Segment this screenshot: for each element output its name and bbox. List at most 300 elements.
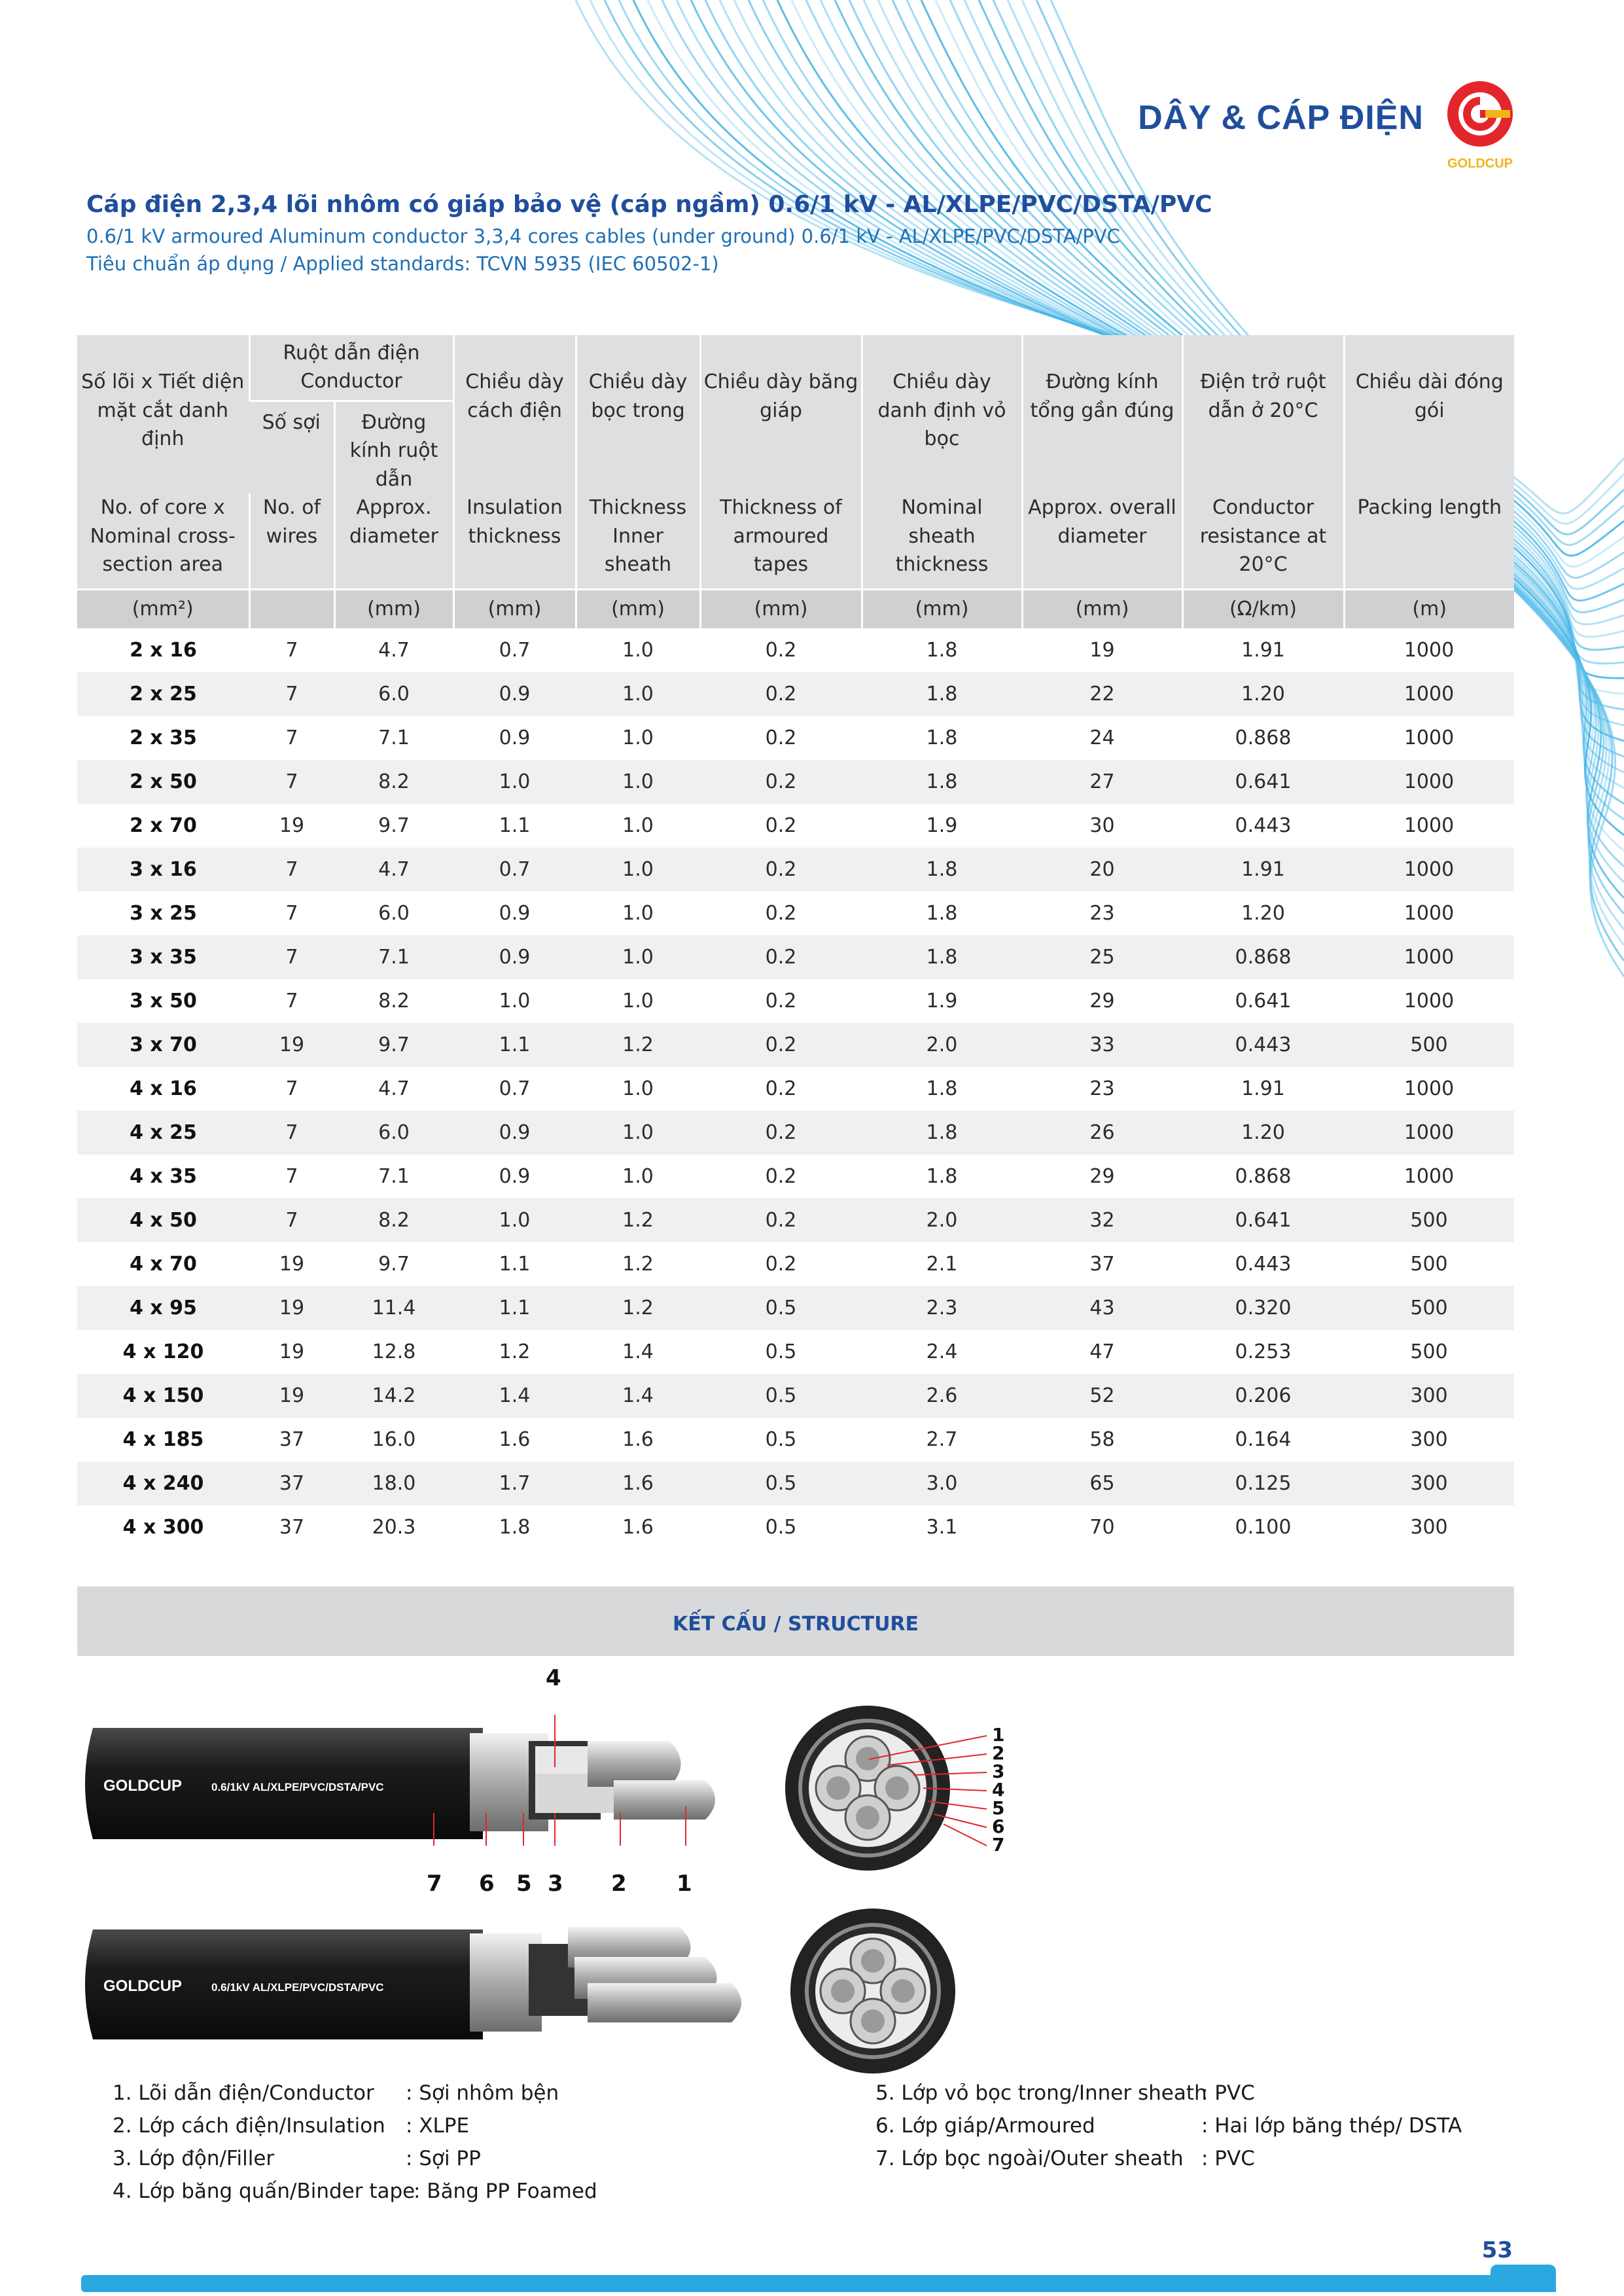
applied-standard: Tiêu chuẩn áp dụng / Applied standards: TCVN 5935 (IEC 60502-1)	[86, 253, 719, 275]
unit-cell: (mm)	[453, 589, 576, 628]
table-cell: 2.1	[862, 1242, 1022, 1286]
col-size-vi: Số lõi x Tiết diện mặt cắt danh định	[77, 335, 249, 493]
cable-side-view-labeled	[77, 1715, 738, 1846]
col-sheath-vi: Chiều dày danh định vỏ bọc	[862, 335, 1022, 493]
table-cell: 19	[249, 1330, 334, 1374]
col-armour-vi: Chiều dày băng giáp	[700, 335, 862, 493]
legend-1-label: 1. Lõi dẫn điện/Conductor	[113, 2081, 374, 2105]
legend-6-value: : Hai lớp băng thép/ DSTA	[1201, 2114, 1462, 2138]
table-cell: 1.0	[576, 1155, 700, 1198]
table-cell: 29	[1022, 979, 1182, 1023]
cell-size: 3 x 50	[77, 979, 249, 1023]
callout-5: 5	[516, 1871, 532, 1897]
cell-size: 3 x 25	[77, 891, 249, 935]
table-cell: 9.7	[334, 804, 453, 848]
table-cell: 0.5	[700, 1505, 862, 1549]
table-cell: 1.8	[862, 628, 1022, 672]
table-cell: 0.5	[700, 1462, 862, 1505]
xs-callout-4: 4	[992, 1779, 1005, 1801]
table-cell: 0.2	[700, 804, 862, 848]
table-cell: 7	[249, 891, 334, 935]
table-row	[77, 848, 1514, 891]
cross-section-labeled	[783, 1703, 1018, 1873]
cell-size: 4 x 150	[77, 1374, 249, 1418]
table-cell: 0.7	[453, 848, 576, 891]
table-cell: 4.7	[334, 848, 453, 891]
product-subtitle: 0.6/1 kV armoured Aluminum conductor 3,3,4 cores cables (under ground) 0.6/1 kV - AL/XLPE/PVC/DSTA/PVC	[86, 225, 1120, 247]
table-cell: 1.0	[576, 760, 700, 804]
table-cell: 1.8	[862, 1067, 1022, 1111]
table-cell: 1.0	[576, 716, 700, 760]
table-cell: 29	[1022, 1155, 1182, 1198]
table-cell: 22	[1022, 672, 1182, 716]
table-cell: 1.2	[576, 1286, 700, 1330]
table-cell: 32	[1022, 1198, 1182, 1242]
table-cell: 19	[1022, 628, 1182, 672]
table-cell: 0.2	[700, 1067, 862, 1111]
table-cell: 0.2	[700, 979, 862, 1023]
table-cell: 9.7	[334, 1023, 453, 1067]
table-cell: 0.5	[700, 1286, 862, 1330]
table-cell: 0.5	[700, 1330, 862, 1374]
table-cell: 0.2	[700, 1111, 862, 1155]
table-cell: 20	[1022, 848, 1182, 891]
table-cell: 37	[1022, 1242, 1182, 1286]
cable-brand-print: GOLDCUP	[103, 1777, 182, 1795]
table-cell: 19	[249, 804, 334, 848]
callout-4: 4	[546, 1665, 561, 1691]
table-row	[77, 804, 1514, 848]
unit-cell: (mm)	[700, 589, 862, 628]
table-row	[77, 628, 1514, 672]
table-cell: 1000	[1344, 672, 1514, 716]
cell-size: 4 x 185	[77, 1418, 249, 1462]
table-cell: 14.2	[334, 1374, 453, 1418]
table-cell: 0.2	[700, 672, 862, 716]
col-inner-vi: Chiều dày bọc trong	[576, 335, 700, 493]
table-cell: 0.641	[1182, 760, 1344, 804]
table-cell: 0.9	[453, 716, 576, 760]
legend-7-value: : PVC	[1201, 2147, 1255, 2170]
table-cell: 1.2	[453, 1330, 576, 1374]
footer-accent-bar	[81, 2275, 1556, 2292]
header-row-1	[77, 335, 1514, 401]
cell-size: 4 x 95	[77, 1286, 249, 1330]
table-row	[77, 1462, 1514, 1505]
table-cell: 70	[1022, 1505, 1182, 1549]
table-cell: 19	[249, 1286, 334, 1330]
table-cell: 16.0	[334, 1418, 453, 1462]
table-cell: 27	[1022, 760, 1182, 804]
table-cell: 1.9	[862, 804, 1022, 848]
legend-7-label: 7. Lớp bọc ngoài/Outer sheath	[875, 2147, 1184, 2170]
table-cell: 1.8	[862, 1155, 1022, 1198]
table-cell: 65	[1022, 1462, 1182, 1505]
table-cell: 11.4	[334, 1286, 453, 1330]
col-sheath-en: Nominal sheath thickness	[862, 493, 1022, 589]
table-cell: 300	[1344, 1374, 1514, 1418]
table-cell: 6.0	[334, 891, 453, 935]
table-cell: 9.7	[334, 1242, 453, 1286]
table-cell: 6.0	[334, 1111, 453, 1155]
table-cell: 0.9	[453, 1155, 576, 1198]
table-cell: 0.7	[453, 628, 576, 672]
cell-size: 4 x 70	[77, 1242, 249, 1286]
unit-cell	[249, 589, 334, 628]
table-cell: 1000	[1344, 1111, 1514, 1155]
table-cell: 0.2	[700, 891, 862, 935]
table-cell: 0.2	[700, 1155, 862, 1198]
table-cell: 20.3	[334, 1505, 453, 1549]
cell-size: 4 x 16	[77, 1067, 249, 1111]
cross-section	[788, 1906, 958, 2076]
table-cell: 0.100	[1182, 1505, 1344, 1549]
table-cell: 2.4	[862, 1330, 1022, 1374]
table-cell: 0.641	[1182, 1198, 1344, 1242]
table-cell: 1.9	[862, 979, 1022, 1023]
logo-text: GOLDCUP	[1447, 156, 1513, 171]
table-cell: 37	[249, 1418, 334, 1462]
table-cell: 1.1	[453, 804, 576, 848]
table-cell: 8.2	[334, 1198, 453, 1242]
table-cell: 1.0	[576, 1111, 700, 1155]
table-cell: 1.0	[576, 628, 700, 672]
table-cell: 1000	[1344, 804, 1514, 848]
table-cell: 1000	[1344, 628, 1514, 672]
table-row	[77, 1418, 1514, 1462]
table-cell: 43	[1022, 1286, 1182, 1330]
legend-6-label: 6. Lớp giáp/Armoured	[875, 2114, 1095, 2138]
xs-callout-5: 5	[992, 1797, 1005, 1819]
table-cell: 500	[1344, 1023, 1514, 1067]
table-cell: 24	[1022, 716, 1182, 760]
table-cell: 7	[249, 672, 334, 716]
table-cell: 7	[249, 1155, 334, 1198]
table-cell: 1.1	[453, 1023, 576, 1067]
xs-callout-1: 1	[992, 1724, 1005, 1746]
table-cell: 1.8	[862, 672, 1022, 716]
table-cell: 1.8	[862, 716, 1022, 760]
legend-3-value: : Sợi PP	[406, 2147, 481, 2170]
col-ins-en: Insulation thickness	[453, 493, 576, 589]
unit-cell: (mm)	[862, 589, 1022, 628]
col-wires-en: No. of wires	[249, 493, 334, 589]
table-cell: 0.2	[700, 1198, 862, 1242]
table-cell: 7	[249, 935, 334, 979]
cell-size: 2 x 25	[77, 672, 249, 716]
table-cell: 0.2	[700, 1023, 862, 1067]
table-cell: 8.2	[334, 760, 453, 804]
table-cell: 25	[1022, 935, 1182, 979]
table-cell: 2.0	[862, 1023, 1022, 1067]
table-cell: 30	[1022, 804, 1182, 848]
table-cell: 0.868	[1182, 1155, 1344, 1198]
table-cell: 7.1	[334, 716, 453, 760]
table-cell: 0.868	[1182, 716, 1344, 760]
table-cell: 1000	[1344, 1067, 1514, 1111]
cell-size: 2 x 50	[77, 760, 249, 804]
unit-cell: (mm²)	[77, 589, 249, 628]
legend-2-label: 2. Lớp cách điện/Insulation	[113, 2114, 385, 2138]
xs-callout-6: 6	[992, 1816, 1005, 1837]
cell-size: 4 x 240	[77, 1462, 249, 1505]
col-res-vi: Điện trở ruột dẫn ở 20°C	[1182, 335, 1344, 493]
cell-size: 4 x 25	[77, 1111, 249, 1155]
table-cell: 12.8	[334, 1330, 453, 1374]
table-cell: 0.320	[1182, 1286, 1344, 1330]
table-cell: 7	[249, 979, 334, 1023]
page-number: 53	[1481, 2237, 1513, 2263]
cell-size: 4 x 300	[77, 1505, 249, 1549]
table-cell: 1000	[1344, 935, 1514, 979]
table-cell: 0.2	[700, 935, 862, 979]
col-diam-en: Approx. diameter	[334, 493, 453, 589]
cell-size: 2 x 35	[77, 716, 249, 760]
table-cell: 1.0	[576, 979, 700, 1023]
table-row	[77, 1198, 1514, 1242]
callout-2: 2	[611, 1871, 627, 1897]
table-cell: 0.164	[1182, 1418, 1344, 1462]
table-row	[77, 979, 1514, 1023]
table-cell: 1.4	[576, 1330, 700, 1374]
table-cell: 1.8	[862, 935, 1022, 979]
col-len-en: Packing length	[1344, 493, 1514, 589]
cable-spec-print: 0.6/1kV AL/XLPE/PVC/DSTA/PVC	[211, 1781, 384, 1793]
callout-3: 3	[548, 1871, 563, 1897]
table-cell: 500	[1344, 1198, 1514, 1242]
table-cell: 1.0	[576, 935, 700, 979]
product-title: Cáp điện 2,3,4 lõi nhôm có giáp bảo vệ (cáp ngầm) 0.6/1 kV - AL/XLPE/PVC/DSTA/PVC	[86, 191, 1212, 218]
table-cell: 1.0	[453, 979, 576, 1023]
table-cell: 0.9	[453, 935, 576, 979]
table-cell: 1000	[1344, 1155, 1514, 1198]
table-cell: 33	[1022, 1023, 1182, 1067]
table-cell: 1.6	[576, 1505, 700, 1549]
cell-size: 4 x 50	[77, 1198, 249, 1242]
table-cell: 7	[249, 716, 334, 760]
goldcup-logo	[1439, 77, 1521, 172]
table-cell: 2.3	[862, 1286, 1022, 1330]
legend-1-value: : Sợi nhôm bện	[406, 2081, 559, 2105]
table-cell: 37	[249, 1505, 334, 1549]
callout-7: 7	[427, 1871, 442, 1897]
spec-table-body	[77, 628, 1514, 1549]
table-cell: 1000	[1344, 891, 1514, 935]
cell-size: 3 x 35	[77, 935, 249, 979]
cell-size: 4 x 35	[77, 1155, 249, 1198]
table-cell: 0.9	[453, 672, 576, 716]
table-cell: 23	[1022, 1067, 1182, 1111]
col-overall-vi: Đường kính tổng gần đúng	[1022, 335, 1182, 493]
legend-5-label: 5. Lớp vỏ bọc trong/Inner sheath	[875, 2081, 1207, 2105]
table-cell: 18.0	[334, 1462, 453, 1505]
table-cell: 1.91	[1182, 628, 1344, 672]
cable-spec-print-2: 0.6/1kV AL/XLPE/PVC/DSTA/PVC	[211, 1981, 384, 1994]
table-cell: 1.0	[576, 804, 700, 848]
table-cell: 0.7	[453, 1067, 576, 1111]
table-cell: 1.6	[576, 1418, 700, 1462]
table-cell: 1.2	[576, 1198, 700, 1242]
col-ins-vi: Chiều dày cách điện	[453, 335, 576, 493]
table-cell: 500	[1344, 1286, 1514, 1330]
table-cell: 1000	[1344, 979, 1514, 1023]
table-cell: 0.9	[453, 891, 576, 935]
table-cell: 1.8	[862, 891, 1022, 935]
col-inner-en: Thickness Inner sheath	[576, 493, 700, 589]
table-row	[77, 1023, 1514, 1067]
table-cell: 500	[1344, 1330, 1514, 1374]
cell-size: 4 x 120	[77, 1330, 249, 1374]
col-size-en: No. of core x Nominal cross-section area	[77, 493, 249, 589]
table-cell: 1.0	[453, 1198, 576, 1242]
table-cell: 0.5	[700, 1418, 862, 1462]
table-cell: 52	[1022, 1374, 1182, 1418]
table-cell: 0.2	[700, 760, 862, 804]
table-cell: 0.443	[1182, 1023, 1344, 1067]
callout-6: 6	[479, 1871, 495, 1897]
header-row-en	[77, 493, 1514, 589]
unit-cell: (mm)	[1022, 589, 1182, 628]
table-cell: 1.0	[453, 760, 576, 804]
unit-cell: (Ω/km)	[1182, 589, 1344, 628]
table-cell: 7	[249, 1111, 334, 1155]
table-row	[77, 1505, 1514, 1549]
table-cell: 1.8	[453, 1505, 576, 1549]
table-row	[77, 1242, 1514, 1286]
table-cell: 300	[1344, 1418, 1514, 1462]
table-cell: 1.20	[1182, 1111, 1344, 1155]
table-cell: 7	[249, 628, 334, 672]
col-len-vi: Chiều dài đóng gói	[1344, 335, 1514, 493]
cell-size: 2 x 70	[77, 804, 249, 848]
table-row	[77, 1374, 1514, 1418]
table-cell: 0.443	[1182, 1242, 1344, 1286]
table-row	[77, 716, 1514, 760]
spec-table	[77, 335, 1514, 1549]
table-cell: 7	[249, 760, 334, 804]
table-cell: 1.0	[576, 672, 700, 716]
table-cell: 1.8	[862, 760, 1022, 804]
cable-side-view	[77, 1911, 751, 2042]
table-cell: 1.6	[576, 1462, 700, 1505]
table-cell: 1.20	[1182, 891, 1344, 935]
table-cell: 19	[249, 1242, 334, 1286]
table-row	[77, 1111, 1514, 1155]
table-cell: 7	[249, 848, 334, 891]
table-row	[77, 1155, 1514, 1198]
brand-title: DÂY & CÁP ĐIỆN	[1138, 99, 1424, 137]
unit-cell: (mm)	[576, 589, 700, 628]
col-armour-en: Thickness of armoured tapes	[700, 493, 862, 589]
table-row	[77, 891, 1514, 935]
xs-callout-7: 7	[992, 1834, 1005, 1856]
table-cell: 1.8	[862, 848, 1022, 891]
col-overall-en: Approx. overall diameter	[1022, 493, 1182, 589]
table-cell: 500	[1344, 1242, 1514, 1286]
table-cell: 1000	[1344, 716, 1514, 760]
table-cell: 0.2	[700, 628, 862, 672]
cell-size: 3 x 16	[77, 848, 249, 891]
table-cell: 0.9	[453, 1111, 576, 1155]
table-cell: 1.91	[1182, 848, 1344, 891]
table-cell: 26	[1022, 1111, 1182, 1155]
table-cell: 19	[249, 1374, 334, 1418]
cell-size: 2 x 16	[77, 628, 249, 672]
xs-callout-2: 2	[992, 1742, 1005, 1764]
table-cell: 2.7	[862, 1418, 1022, 1462]
table-row	[77, 1067, 1514, 1111]
structure-title: KẾT CẤU / STRUCTURE	[672, 1613, 919, 1636]
table-cell: 1.1	[453, 1242, 576, 1286]
table-cell: 1.4	[453, 1374, 576, 1418]
table-cell: 0.125	[1182, 1462, 1344, 1505]
table-cell: 0.443	[1182, 804, 1344, 848]
table-row	[77, 760, 1514, 804]
table-cell: 58	[1022, 1418, 1182, 1462]
table-cell: 1.0	[576, 848, 700, 891]
legend-4-value: : Băng PP Foamed	[414, 2179, 597, 2203]
table-row	[77, 1330, 1514, 1374]
table-cell: 1.1	[453, 1286, 576, 1330]
table-cell: 1.2	[576, 1242, 700, 1286]
table-cell: 37	[249, 1462, 334, 1505]
table-cell: 0.2	[700, 1242, 862, 1286]
table-row	[77, 1286, 1514, 1330]
table-cell: 0.2	[700, 716, 862, 760]
table-cell: 0.253	[1182, 1330, 1344, 1374]
legend-3-label: 3. Lớp độn/Filler	[113, 2147, 275, 2170]
table-cell: 1.4	[576, 1374, 700, 1418]
table-cell: 0.206	[1182, 1374, 1344, 1418]
table-cell: 8.2	[334, 979, 453, 1023]
table-cell: 1.2	[576, 1023, 700, 1067]
table-cell: 7	[249, 1198, 334, 1242]
table-row	[77, 935, 1514, 979]
unit-cell: (m)	[1344, 589, 1514, 628]
table-cell: 1.0	[576, 1067, 700, 1111]
table-cell: 4.7	[334, 628, 453, 672]
table-cell: 0.868	[1182, 935, 1344, 979]
col-wires-vi: Số sợi	[249, 401, 334, 493]
legend-4-label: 4. Lớp băng quấn/Binder tape	[113, 2179, 415, 2203]
table-cell: 7.1	[334, 935, 453, 979]
table-cell: 7.1	[334, 1155, 453, 1198]
table-cell: 1.91	[1182, 1067, 1344, 1111]
table-cell: 1.8	[862, 1111, 1022, 1155]
unit-cell: (mm)	[334, 589, 453, 628]
table-row	[77, 672, 1514, 716]
table-cell: 47	[1022, 1330, 1182, 1374]
col-res-en: Conductor resistance at 20°C	[1182, 493, 1344, 589]
table-cell: 1000	[1344, 848, 1514, 891]
table-cell: 1.6	[453, 1418, 576, 1462]
table-cell: 2.0	[862, 1198, 1022, 1242]
legend-5-value: : PVC	[1201, 2081, 1255, 2105]
table-cell: 1.7	[453, 1462, 576, 1505]
cable-brand-print-2: GOLDCUP	[103, 1977, 182, 1995]
cell-size: 3 x 70	[77, 1023, 249, 1067]
table-cell: 1.0	[576, 891, 700, 935]
table-cell: 6.0	[334, 672, 453, 716]
table-cell: 300	[1344, 1462, 1514, 1505]
table-cell: 1000	[1344, 760, 1514, 804]
table-cell: 1.20	[1182, 672, 1344, 716]
table-cell: 23	[1022, 891, 1182, 935]
xs-callout-3: 3	[992, 1761, 1005, 1782]
table-cell: 7	[249, 1067, 334, 1111]
table-cell: 0.5	[700, 1374, 862, 1418]
col-diam-vi: Đường kính ruột dẫn	[334, 401, 453, 493]
